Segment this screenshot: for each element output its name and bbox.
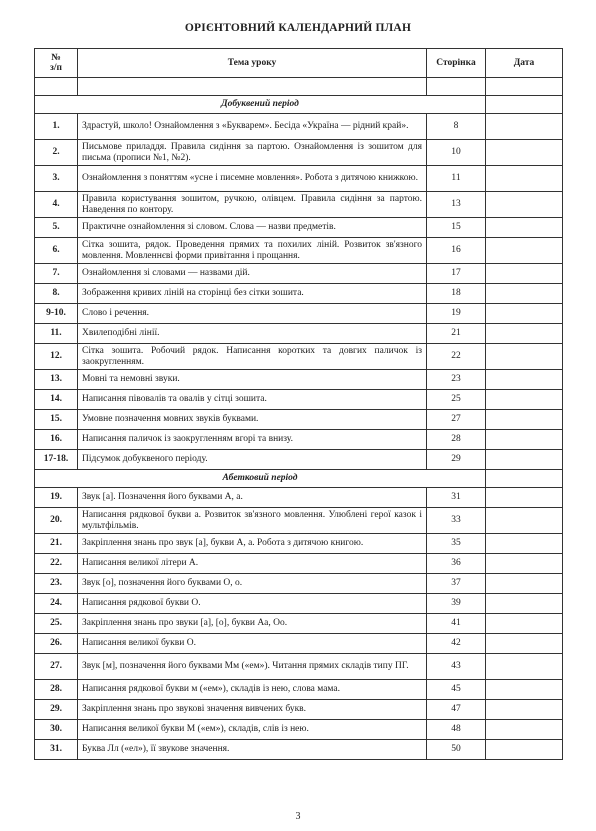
lesson-page: 23: [427, 370, 486, 390]
lesson-number: 5.: [35, 218, 78, 238]
section-row: [35, 470, 563, 488]
lesson-page: 11: [427, 166, 486, 192]
table-row: [35, 166, 563, 192]
lesson-page: 41: [427, 614, 486, 634]
lesson-topic: Письмове приладдя. Правила сидіння за партою. Ознайомлення із зошитом для письма (прописи №1, №2).: [78, 140, 427, 166]
lesson-number: 19.: [35, 488, 78, 508]
table-row: [35, 430, 563, 450]
lesson-number: 20.: [35, 508, 78, 534]
lesson-page: 45: [427, 680, 486, 700]
lesson-page: 31: [427, 488, 486, 508]
lesson-number: 30.: [35, 720, 78, 740]
lesson-topic: Звук [м], позначення його буквами Мм («ем»). Читання прямих складів типу ПГ.: [78, 654, 427, 680]
lesson-topic: Звук [о], позначення його буквами О, о.: [78, 574, 427, 594]
lesson-page: 39: [427, 594, 486, 614]
header-page: Сторінка: [427, 49, 486, 78]
lesson-date: [486, 218, 563, 238]
lesson-topic: Слово і речення.: [78, 304, 427, 324]
lesson-page: 15: [427, 218, 486, 238]
lesson-number: 23.: [35, 574, 78, 594]
lesson-number: 29.: [35, 700, 78, 720]
lesson-page: 17: [427, 264, 486, 284]
lesson-topic: Практичне ознайомлення зі словом. Слова — назви предметів.: [78, 218, 427, 238]
table-row: [35, 114, 563, 140]
calendar-plan-table: [34, 48, 563, 760]
lesson-page: 29: [427, 450, 486, 470]
lesson-topic: Здрастуй, школо! Ознайомлення з «Букварем». Бесіда «Україна — рідний край».: [78, 114, 427, 140]
lesson-date: [486, 324, 563, 344]
lesson-number: 31.: [35, 740, 78, 760]
lesson-topic: Зображення кривих ліній на сторінці без сітки зошита.: [78, 284, 427, 304]
lesson-number: 12.: [35, 344, 78, 370]
lesson-date: [486, 238, 563, 264]
lesson-date: [486, 140, 563, 166]
table-row: [35, 192, 563, 218]
lesson-page: 21: [427, 324, 486, 344]
table-row: [35, 304, 563, 324]
header-topic: Тема уроку: [78, 49, 427, 78]
lesson-number: 6.: [35, 238, 78, 264]
section-row: [35, 96, 563, 114]
lesson-page: 28: [427, 430, 486, 450]
lesson-date: [486, 534, 563, 554]
lesson-page: 48: [427, 720, 486, 740]
lesson-date: [486, 594, 563, 614]
lesson-page: 18: [427, 284, 486, 304]
table-row: [35, 720, 563, 740]
lesson-date: [486, 304, 563, 324]
lesson-date: [486, 114, 563, 140]
lesson-page: 43: [427, 654, 486, 680]
lesson-topic: Написання великої букви О.: [78, 634, 427, 654]
lesson-number: 25.: [35, 614, 78, 634]
lesson-date: [486, 574, 563, 594]
lesson-page: 36: [427, 554, 486, 574]
page-title: ОРІЄНТОВНИЙ КАЛЕНДАРНИЙ ПЛАН: [184, 22, 412, 34]
table-row: [35, 574, 563, 594]
lesson-topic: Підсумок добуквеного періоду.: [78, 450, 427, 470]
lesson-topic: Закріплення знань про звук [а], букви А, а. Робота з дитячою книгою.: [78, 534, 427, 554]
table-row: [35, 238, 563, 264]
lesson-topic: Ознайомлення з поняттям «усне і писемне мовлення». Робота з дитячою книжкою.: [78, 166, 427, 192]
lesson-topic: Закріплення знань про звуки [а], [о], букви Аа, Оо.: [78, 614, 427, 634]
lesson-page: 42: [427, 634, 486, 654]
table-row: [35, 324, 563, 344]
lesson-topic: Буква Лл («ел»), її звукове значення.: [78, 740, 427, 760]
table-row: [35, 450, 563, 470]
table-row: [35, 614, 563, 634]
table-row: [35, 140, 563, 166]
lesson-page: 8: [427, 114, 486, 140]
lesson-topic: Написання паличок із заокругленням вгорі та внизу.: [78, 430, 427, 450]
lesson-topic: Ознайомлення зі словами — назвами дій.: [78, 264, 427, 284]
lesson-page: 27: [427, 410, 486, 430]
lesson-number: 27.: [35, 654, 78, 680]
lesson-page: 10: [427, 140, 486, 166]
lesson-date: [486, 654, 563, 680]
table-row: [35, 634, 563, 654]
lesson-topic: Написання рядкової букви а. Розвиток зв'язного мовлення. Улюблені герої казок і мультфільмів.: [78, 508, 427, 534]
table-body: [35, 96, 563, 760]
lesson-date: [486, 720, 563, 740]
lesson-topic: Написання рядкової букви м («ем»), складів із нею, слова мама.: [78, 680, 427, 700]
lesson-date: [486, 680, 563, 700]
lesson-page: 25: [427, 390, 486, 410]
lesson-number: 7.: [35, 264, 78, 284]
lesson-date: [486, 430, 563, 450]
page-number: 3: [295, 811, 301, 822]
lesson-date: [486, 390, 563, 410]
lesson-date: [486, 166, 563, 192]
table-header-row: [35, 49, 563, 78]
lesson-date: [486, 284, 563, 304]
lesson-topic: Звук [а]. Позначення його буквами А, а.: [78, 488, 427, 508]
lesson-number: 1.: [35, 114, 78, 140]
table-row: [35, 218, 563, 238]
lesson-number: 21.: [35, 534, 78, 554]
lesson-topic: Хвилеподібні лінії.: [78, 324, 427, 344]
lesson-date: [486, 508, 563, 534]
table-row: [35, 370, 563, 390]
lesson-topic: Написання великої букви М («ем»), складів, слів із нею.: [78, 720, 427, 740]
lesson-page: 22: [427, 344, 486, 370]
lesson-date: [486, 634, 563, 654]
lesson-topic: Сітка зошита, рядок. Проведення прямих та похилих ліній. Розвиток зв'язного мовлення. Мовленнєві форми привітання і прощання.: [78, 238, 427, 264]
lesson-page: 37: [427, 574, 486, 594]
lesson-page: 47: [427, 700, 486, 720]
lesson-number: 9-10.: [35, 304, 78, 324]
table-row: [35, 508, 563, 534]
blank-row: [35, 78, 563, 96]
lesson-page: 33: [427, 508, 486, 534]
lesson-page: 50: [427, 740, 486, 760]
lesson-topic: Сітка зошита. Робочий рядок. Написання коротких та довгих паличок із заокругленням.: [78, 344, 427, 370]
table-row: [35, 390, 563, 410]
lesson-topic: Написання півовалів та овалів у сітці зошита.: [78, 390, 427, 410]
table-row: [35, 264, 563, 284]
lesson-number: 17-18.: [35, 450, 78, 470]
table-row: [35, 700, 563, 720]
lesson-page: 13: [427, 192, 486, 218]
lesson-number: 2.: [35, 140, 78, 166]
lesson-topic: Умовне позначення мовних звуків буквами.: [78, 410, 427, 430]
lesson-number: 22.: [35, 554, 78, 574]
section-label: Абетковий період: [35, 470, 486, 488]
lesson-date: [486, 700, 563, 720]
lesson-number: 4.: [35, 192, 78, 218]
lesson-date: [486, 264, 563, 284]
lesson-number: 13.: [35, 370, 78, 390]
table-row: [35, 554, 563, 574]
lesson-date: [486, 614, 563, 634]
lesson-number: 26.: [35, 634, 78, 654]
table-row: [35, 488, 563, 508]
table-row: [35, 534, 563, 554]
section-label: Добуквений період: [35, 96, 486, 114]
lesson-date: [486, 740, 563, 760]
table-row: [35, 284, 563, 304]
lesson-date: [486, 554, 563, 574]
lesson-topic: Правила користування зошитом, ручкою, олівцем. Правила сидіння за партою. Наведення по контору.: [78, 192, 427, 218]
lesson-number: 24.: [35, 594, 78, 614]
table-row: [35, 594, 563, 614]
lesson-topic: Мовні та немовні звуки.: [78, 370, 427, 390]
lesson-number: 14.: [35, 390, 78, 410]
lesson-number: 15.: [35, 410, 78, 430]
lesson-date: [486, 192, 563, 218]
table-row: [35, 740, 563, 760]
lesson-date: [486, 488, 563, 508]
lesson-number: 28.: [35, 680, 78, 700]
lesson-date: [486, 410, 563, 430]
header-num: № з/п: [35, 49, 78, 78]
lesson-page: 19: [427, 304, 486, 324]
table-row: [35, 344, 563, 370]
table-row: [35, 410, 563, 430]
lesson-page: 16: [427, 238, 486, 264]
lesson-date: [486, 370, 563, 390]
lesson-page: 35: [427, 534, 486, 554]
lesson-date: [486, 344, 563, 370]
lesson-date: [486, 450, 563, 470]
lesson-number: 3.: [35, 166, 78, 192]
header-date: Дата: [486, 49, 563, 78]
lesson-number: 11.: [35, 324, 78, 344]
lesson-number: 16.: [35, 430, 78, 450]
table-row: [35, 654, 563, 680]
lesson-topic: Закріплення знань про звукові значення вивчених букв.: [78, 700, 427, 720]
lesson-number: 8.: [35, 284, 78, 304]
lesson-topic: Написання великої літери А.: [78, 554, 427, 574]
table-row: [35, 680, 563, 700]
lesson-topic: Написання рядкової букви О.: [78, 594, 427, 614]
